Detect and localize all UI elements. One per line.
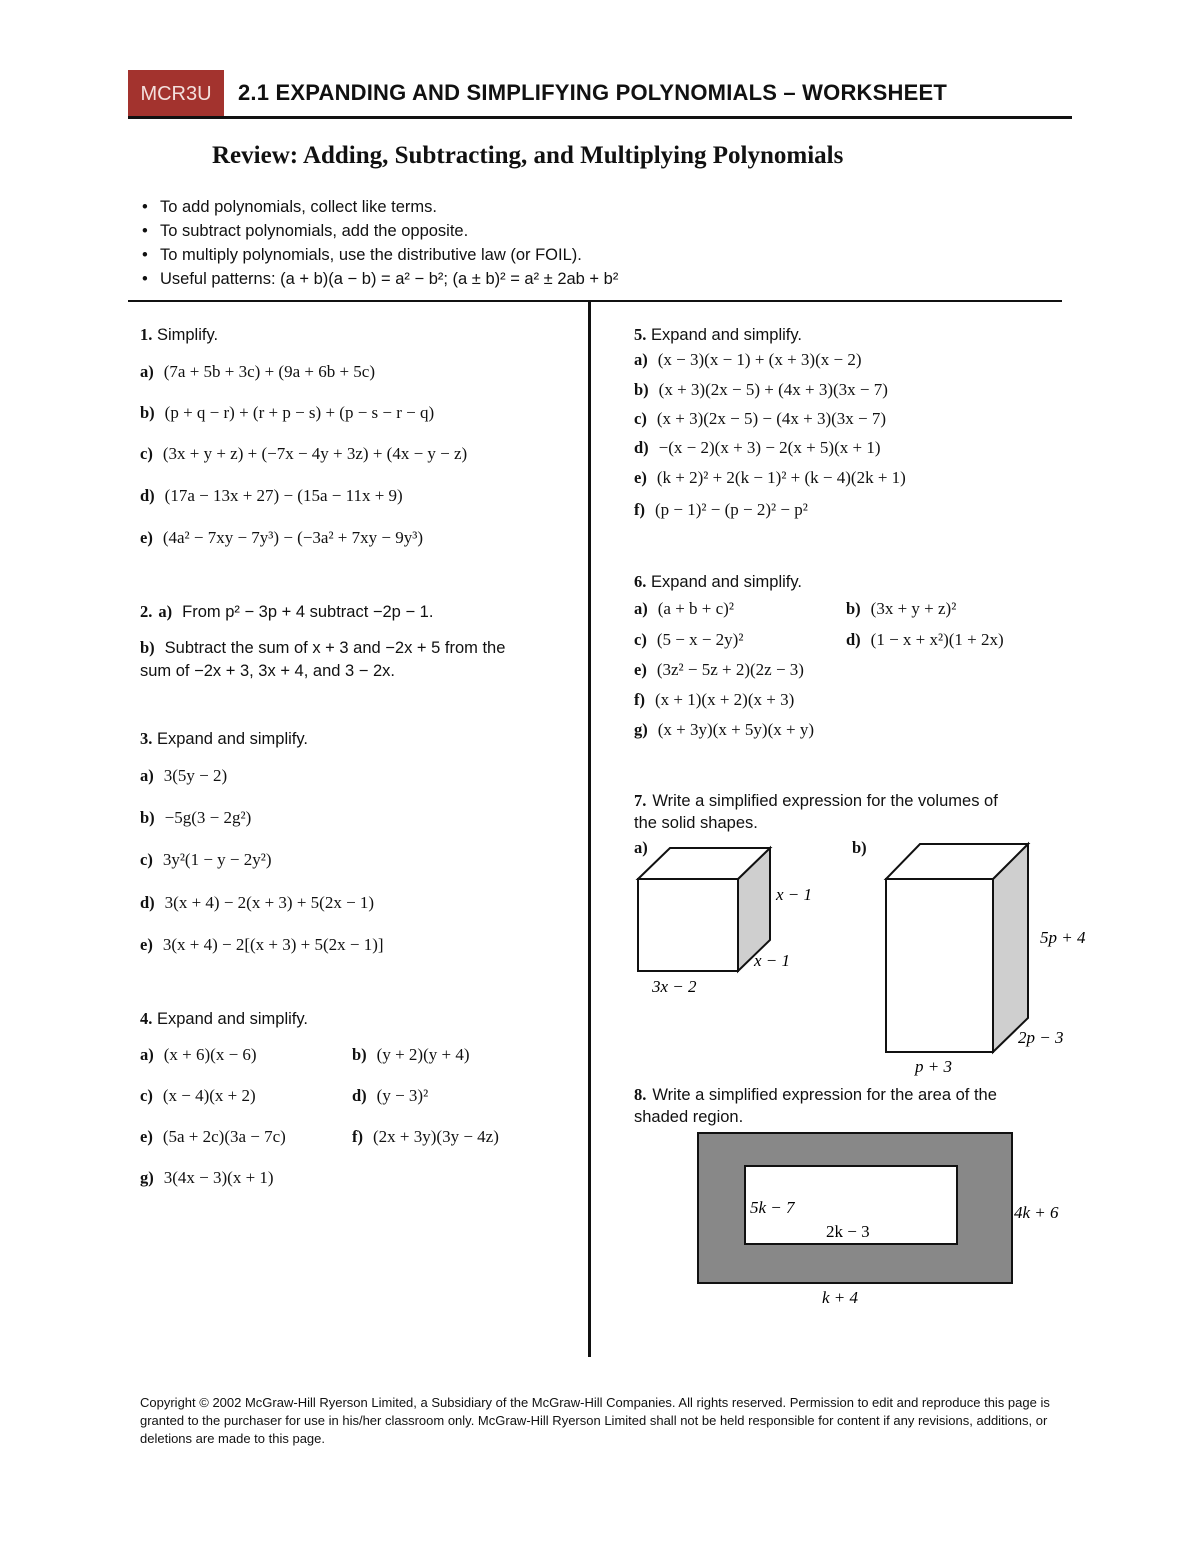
bullet-item: • To add polynomials, collect like terms. xyxy=(142,198,437,216)
q5-item: c) (x + 3)(2x − 5) − (4x + 3)(3x − 7) xyxy=(634,409,887,428)
q1-item: b) (p + q − r) + (r + p − s) + (p − s − r − q) xyxy=(140,403,435,422)
q2-part-a: 2. a) From p² − 3p + 4 subtract −2p − 1. xyxy=(140,602,434,621)
header-divider xyxy=(128,116,1072,119)
column-divider xyxy=(588,302,591,1357)
q5-item: b) (x + 3)(2x − 5) + (4x + 3)(3x − 7) xyxy=(634,380,888,399)
q6-item: f) (x + 1)(x + 2)(x + 3) xyxy=(634,690,795,709)
inner-width-label: 2k − 3 xyxy=(826,1222,870,1241)
q2-part-b: b) Subtract the sum of x + 3 and −2x + 5 from the xyxy=(140,638,506,657)
course-code-badge: MCR3U xyxy=(128,70,224,118)
cube-width-label: 3x − 2 xyxy=(652,977,697,996)
outer-height-label: 4k + 6 xyxy=(1014,1203,1059,1222)
q4-item: d) (y − 3)² xyxy=(352,1086,429,1105)
q3-item: c) 3y²(1 − y − 2y²) xyxy=(140,850,272,869)
bullet-item: • To subtract polynomials, add the opposite. xyxy=(142,222,469,240)
q6-item: a) (a + b + c)² xyxy=(634,599,734,618)
q5-item: f) (p − 1)² − (p − 2)² − p² xyxy=(634,500,808,519)
q6-item: d) (1 − x + x²)(1 + 2x) xyxy=(846,630,1004,649)
prism-front-face xyxy=(886,879,993,1052)
q2-part-b-continued: sum of −2x + 3, 3x + 4, and 3 − 2x. xyxy=(140,662,395,680)
q7-prompt-continued: the solid shapes. xyxy=(634,814,758,832)
q7-part-b-label: b) xyxy=(852,838,867,857)
prism-height-label: 5p + 4 xyxy=(1040,928,1086,947)
q3-item: d) 3(x + 4) − 2(x + 3) + 5(2x − 1) xyxy=(140,893,375,912)
copyright-notice: Copyright © 2002 McGraw-Hill Ryerson Limited, a Subsidiary of the McGraw-Hill Companies. All rights reserved. Permission to edit and reproduce this page is granted to the purchaser for use in his/her classroom only. McGraw-Hill Ryerson Limited shall not be held responsible for content if any revisions, additions, or deletions are made to this page. xyxy=(140,1395,1050,1446)
q5-item: d) −(x − 2)(x + 3) − 2(x + 5)(x + 1) xyxy=(634,438,881,457)
q8-prompt-continued: shaded region. xyxy=(634,1108,744,1126)
q7-solids-diagram xyxy=(620,840,1110,1080)
cube-height-label: x − 1 xyxy=(776,885,813,904)
cube-figure xyxy=(638,848,770,971)
q6-item: g) (x + 3y)(x + 5y)(x + y) xyxy=(634,720,814,739)
q6-heading: 6. Expand and simplify. xyxy=(634,572,802,591)
worksheet-title: 2.1 EXPANDING AND SIMPLIFYING POLYNOMIALS – WORKSHEET xyxy=(238,80,947,105)
review-heading: Review: Adding, Subtracting, and Multiplying Polynomials xyxy=(212,142,844,169)
q4-item: a) (x + 6)(x − 6) xyxy=(140,1045,257,1064)
prism-figure xyxy=(886,844,1028,1052)
q3-item: b) −5g(3 − 2g²) xyxy=(140,808,252,827)
q1-item: a) (7a + 5b + 3c) + (9a + 6b + 5c) xyxy=(140,362,376,381)
q8-prompt: 8. Write a simplified expression for the area of the xyxy=(634,1085,997,1104)
q5-item: a) (x − 3)(x − 1) + (x + 3)(x − 2) xyxy=(634,350,862,369)
q4-heading: 4. Expand and simplify. xyxy=(140,1009,308,1028)
q4-item: c) (x − 4)(x + 2) xyxy=(140,1086,256,1105)
prism-width-label: p + 3 xyxy=(915,1057,952,1076)
q1-item: e) (4a² − 7xy − 7y³) − (−3a² + 7xy − 9y³) xyxy=(140,528,423,547)
prism-depth-label: 2p − 3 xyxy=(1018,1028,1064,1047)
q3-item: a) 3(5y − 2) xyxy=(140,766,228,785)
q6-item: e) (3z² − 5z + 2)(2z − 3) xyxy=(634,660,804,679)
q3-heading: 3. Expand and simplify. xyxy=(140,729,308,748)
q4-item: e) (5a + 2c)(3a − 7c) xyxy=(140,1127,286,1146)
q4-item: g) 3(4x − 3)(x + 1) xyxy=(140,1168,274,1187)
outer-width-label: k + 4 xyxy=(822,1288,859,1307)
q1-item: d) (17a − 13x + 27) − (15a − 11x + 9) xyxy=(140,486,403,505)
q3-item: e) 3(x + 4) − 2[(x + 3) + 5(2x − 1)] xyxy=(140,935,384,954)
q1-heading: 1. Simplify. xyxy=(140,325,219,344)
q6-item: c) (5 − x − 2y)² xyxy=(634,630,744,649)
q7-prompt: 7. Write a simplified expression for the volumes of xyxy=(634,791,998,810)
bullet-item: • To multiply polynomials, use the distributive law (or FOIL). xyxy=(142,246,582,264)
q7-part-a-label: a) xyxy=(634,838,648,857)
prism-side-face xyxy=(993,844,1028,1052)
q5-item: e) (k + 2)² + 2(k − 1)² + (k − 4)(2k + 1) xyxy=(634,468,906,487)
q8-shaded-region-diagram xyxy=(690,1125,1110,1315)
review-bullet-list xyxy=(140,195,1040,291)
q4-item: b) (y + 2)(y + 4) xyxy=(352,1045,470,1064)
q1-item: c) (3x + y + z) + (−7x − 4y + 3z) + (4x − y − z) xyxy=(140,444,468,463)
inner-height-label: 5k − 7 xyxy=(750,1198,795,1217)
q5-heading: 5. Expand and simplify. xyxy=(634,325,802,344)
cube-depth-label: x − 1 xyxy=(754,951,791,970)
section-divider xyxy=(128,300,1062,302)
cube-front-face xyxy=(638,879,738,971)
q6-item: b) (3x + y + z)² xyxy=(846,599,957,618)
q4-item: f) (2x + 3y)(3y − 4z) xyxy=(352,1127,499,1146)
bullet-item: • Useful patterns: (a + b)(a − b) = a² − b²; (a ± b)² = a² ± 2ab + b² xyxy=(142,270,619,288)
